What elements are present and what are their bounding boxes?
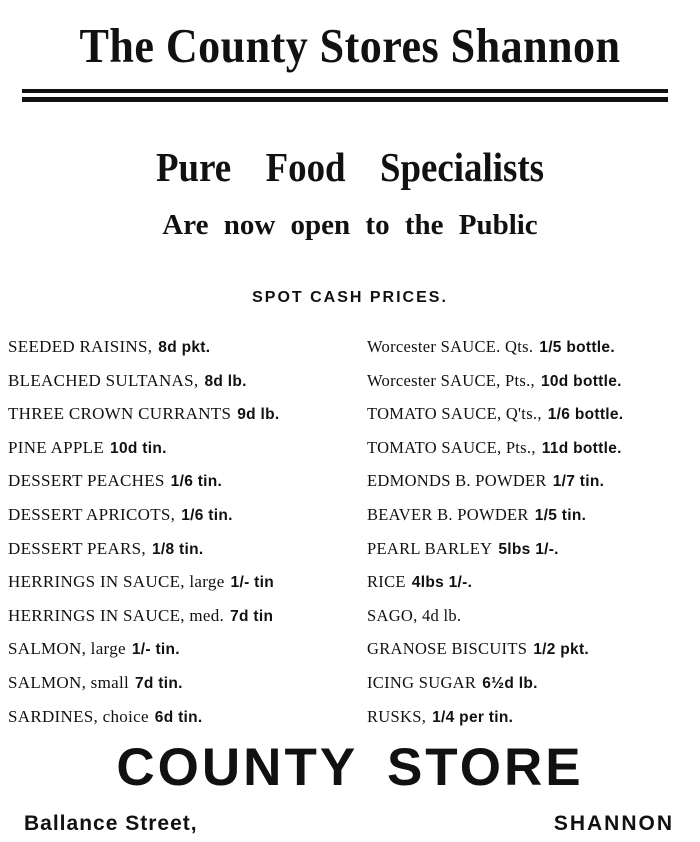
item-price: 5lbs 1/-. [498,540,559,558]
list-item [8,431,358,465]
item-price: 4lbs 1/-. [411,574,473,592]
item-price: 1/- tin. [131,641,180,659]
item-name: SARDINES, choice [8,706,149,726]
item-price: 10d bottle. [540,372,622,390]
item-name: Worcester SAUCE. Qts. [367,337,534,356]
item-name: RICE [367,572,406,592]
item-name: SALMON, small [8,672,130,692]
item-name: DESSERT APRICOTS, [8,504,176,524]
item-price: 6½d lb. [482,674,538,692]
item-price: 6d tin. [154,708,203,726]
list-item [8,632,358,666]
item-price: 1/4 per tin. [432,708,514,726]
list-item [8,397,358,431]
item-price: 1/6 tin. [170,473,223,491]
item-name: DESSERT PEARS, [8,538,146,558]
list-item [8,498,358,532]
item-price: 8d lb. [204,372,247,390]
item-name: SEEDED RAISINS, [8,337,153,356]
item-name: HERRINGS IN SAUCE, med. [8,605,225,625]
list-item [367,364,700,398]
list-item [367,397,700,431]
item-name: SAGO, 4d lb. [367,605,462,625]
item-name: EDMONDS B. POWDER [367,471,547,491]
item-price: 1/6 tin. [181,506,233,524]
item-price: 1/5 bottle. [539,339,615,356]
list-item [367,599,700,633]
item-price: 1/8 tin. [151,540,204,558]
list-item [367,464,700,498]
price-list-left [8,330,358,733]
list-item [8,666,358,700]
list-item [367,666,700,700]
item-price: 1/5 tin. [534,506,587,524]
item-name: TOMATO SAUCE, Pts., [367,437,536,457]
title-rule-top [22,89,668,93]
subheadline: Are now open to the Public [162,209,538,241]
item-name: SALMON, large [8,639,126,659]
footer-street: Ballance Street, [24,812,198,835]
section-label: SPOT CASH PRICES. [252,289,448,306]
title-rule-bottom [22,97,668,102]
list-item [367,330,700,364]
list-item [367,431,700,465]
item-name: BLEACHED SULTANAS, [8,370,199,390]
item-price: 10d tin. [110,439,167,457]
item-price: 1/- tin [230,574,274,592]
item-name: PINE APPLE [8,437,105,457]
list-item [8,532,358,566]
list-item [8,700,358,734]
headline: Pure Food Specialists [156,144,544,190]
item-name: GRANOSE BISCUITS [367,639,528,659]
list-item [367,565,700,599]
price-list-right [367,330,700,733]
item-name: PEARL BARLEY [367,538,493,558]
item-name: THREE CROWN CURRANTS [8,404,232,424]
item-name: Worcester SAUCE, Pts., [367,370,535,390]
store-title: The County Stores Shannon [79,18,621,73]
list-item [8,599,358,633]
item-name: HERRINGS IN SAUCE, large [8,572,225,592]
item-price: 9d lb. [237,406,280,424]
list-item [367,498,700,532]
item-name: TOMATO SAUCE, Q'ts., [367,404,542,424]
item-price: 1/6 bottle. [547,406,624,424]
list-item [367,700,700,734]
item-price: 11d bottle. [541,439,622,457]
footer-town: SHANNON [553,812,674,835]
footer-store-name: COUNTY STORE [116,738,584,797]
item-price: 7d tin. [135,674,183,692]
list-item [8,364,358,398]
list-item [8,565,358,599]
item-price: 8d pkt. [158,339,211,356]
item-name: DESSERT PEACHES [8,471,165,491]
list-item [8,464,358,498]
item-price: 1/2 pkt. [533,641,590,659]
list-item [367,632,700,666]
item-price: 7d tin [230,607,274,625]
item-price: 1/7 tin. [552,473,605,491]
item-name: RUSKS, [367,706,427,726]
list-item [367,532,700,566]
list-item [8,330,358,364]
item-name: ICING SUGAR [367,672,477,692]
item-name: BEAVER B. POWDER [367,504,529,524]
